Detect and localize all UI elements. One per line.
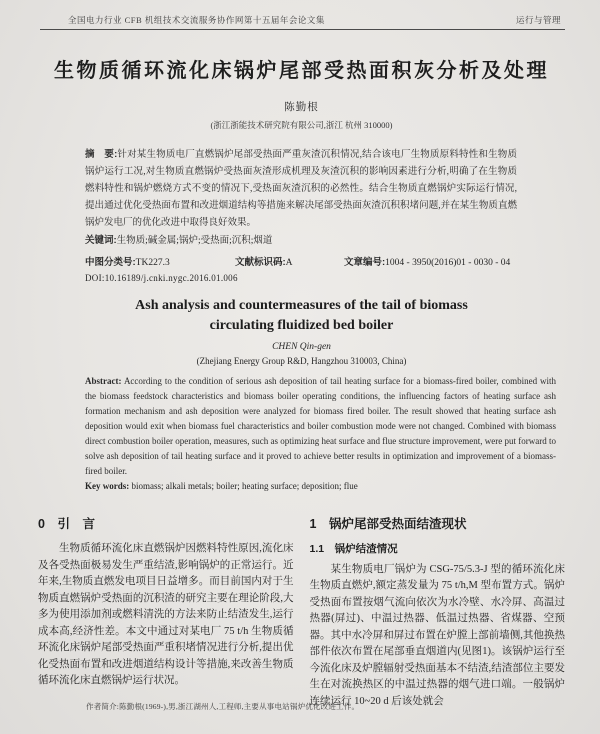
paper-title-en xyxy=(38,296,565,336)
paper-title-en-line2: circulating fluidized bed boiler xyxy=(209,318,394,333)
header-proceedings-title: 全国电力行业 CFB 机组技术交流服务协作网第十五届年会论文集 xyxy=(68,15,325,25)
doi: DOI:10.16189/j.cnki.nygc.2016.01.006 xyxy=(85,273,238,283)
clc-label: 中图分类号: xyxy=(85,257,136,268)
article-no-value: 1004 - 3950(2016)01 - 0030 - 04 xyxy=(385,258,511,268)
abstract-en xyxy=(85,374,556,479)
article-no-label: 文章编号: xyxy=(344,257,386,268)
keywords-en xyxy=(85,479,556,494)
abstract-en-label: Abstract: xyxy=(85,376,122,386)
abstract-en-text: According to the condition of serious ash deposition of tail heating surface for a biomass-fired boiler, combined with the biomass feedstock characteristics and biomass boiler operating conditions, the influencing factors of heating surface ash formation mechanism and ash deposition were analyzed for biomass fired boiler. The result showed that heating surface ash deposition would exit when biomass fuel characteristics and boiler combustion mode were not changed. Combined with biomass direct combustion boiler operation, measures, such as optimizing heat surface and flue structure improvement, were put forward to solve ash deposition of tail heating surface and it proved to achieve better results in optimization and improvement of a biomass-fired boiler. xyxy=(85,376,556,476)
clc-item xyxy=(85,254,235,268)
section-1-1-paragraph: 某生物质电厂锅炉为 CSG-75/5.3-J 型的循环流化床生物质直燃炉,额定蒸发量为 75 t/h,M 型布置方式。锅炉受热面布置按烟气流向依次为水冷壁、水冷屏、高温过热器(屏过)、中温过热器、低温过热器、省煤器、空预器。其中水冷屏和屏过布置在炉膛上部前墙侧,其他换热部件依次布置在尾部垂直烟道内(见图1)。该锅炉运行至今流化床及炉膛辐射受热面基本不结渣,结渣部位主要发生在对流换热区的中温过热器的烟气进口端。一般锅炉连续运行 10~20 d 后该处就会 xyxy=(309,563,565,707)
doc-code-label: 文献标识码: xyxy=(235,257,286,268)
keywords-en-label: Key words: xyxy=(85,481,130,491)
author-zh: 陈勤根 xyxy=(284,102,319,113)
keywords-zh-text: 生物质;碱金属;锅炉;受热面;沉积;烟道 xyxy=(116,236,273,246)
left-column xyxy=(38,510,294,710)
keywords-en-text: biomass; alkali metals; boiler; heating surface; deposition; flue xyxy=(131,481,358,491)
two-column-body xyxy=(38,510,565,710)
section-1-1-heading: 1.1 锅炉结渣情况 xyxy=(309,543,398,555)
section-0-paragraph: 生物质循环流化床直燃锅炉因燃料特性原因,流化床及各受热面极易发生严重结渣,影响锅炉的正常运行。近年来,生物质直燃发电项目日益增多。而目前国内对于生物质直燃锅炉受热面的沉积渣的研究主要在理论阶段,大多为使用添加剂或燃料清洗的方法来防止结渣发生,运行成本高,经济性差。本文中通过对某电厂 75 t/h 生物质循环流化床锅炉尾部受热面严重积堵情况进行分析,提出优化受热面布置和改进烟道结构设计等措施,来改善生物质循环流化床直燃锅炉运行状况。 xyxy=(38,543,294,686)
clc-value: TK227.3 xyxy=(135,258,170,268)
affiliation-en: (Zhejiang Energy Group R&D, Hangzhou 310003, China) xyxy=(196,356,407,366)
keywords-zh xyxy=(85,232,517,250)
page-header xyxy=(38,8,565,29)
right-column xyxy=(310,510,566,710)
header-rule xyxy=(40,29,565,30)
paper-title-zh: 生物质循环流化床锅炉尾部受热面积灰分析及处理 xyxy=(54,60,549,82)
article-no-item xyxy=(344,254,510,268)
author-bio-footnote: 作者简介:陈勤根(1969-),男,浙江湖州人,工程师,主要从事电站锅炉优化改进工作。 xyxy=(86,702,360,711)
classification-line xyxy=(85,254,565,268)
abstract-zh-text: 针对某生物质电厂直燃锅炉尾部受热面严重灰渣沉积情况,结合该电厂生物质原料特性和生物质锅炉运行工况,对生物质直燃锅炉受热面灰渣形成机理及灰渣沉积的影响因素进行分析,明确了在生物质燃料特性和锅炉燃烧方式不变的情况下,受热面灰渣沉积的必然性。结合生物质直燃锅炉实际运行情况,提出通过优化受热面布置和改进烟道结构等措施来解决尾部受热面灰渣沉积积堵问题,并在某生物质直燃锅炉发电厂的优化改进中取得良好效果。 xyxy=(85,150,517,228)
doc-code-value: A xyxy=(285,258,293,268)
doc-code-item xyxy=(235,254,344,268)
section-1-heading: 1 锅炉尾部受热面结渣现状 xyxy=(309,517,467,531)
abstract-zh-label: 摘 要: xyxy=(85,149,118,160)
keywords-zh-label: 关键词: xyxy=(85,235,117,246)
paper-title-en-line1: Ash analysis and countermeasures of the tail of biomass xyxy=(135,298,468,313)
affiliation-zh: (浙江浙能技术研究院有限公司,浙江 杭州 310000) xyxy=(210,120,393,130)
header-section-label: 运行与管理 xyxy=(515,15,561,25)
abstract-zh xyxy=(85,146,517,232)
author-en: CHEN Qin-gen xyxy=(272,342,331,352)
section-0-heading: 0 引 言 xyxy=(38,517,95,531)
